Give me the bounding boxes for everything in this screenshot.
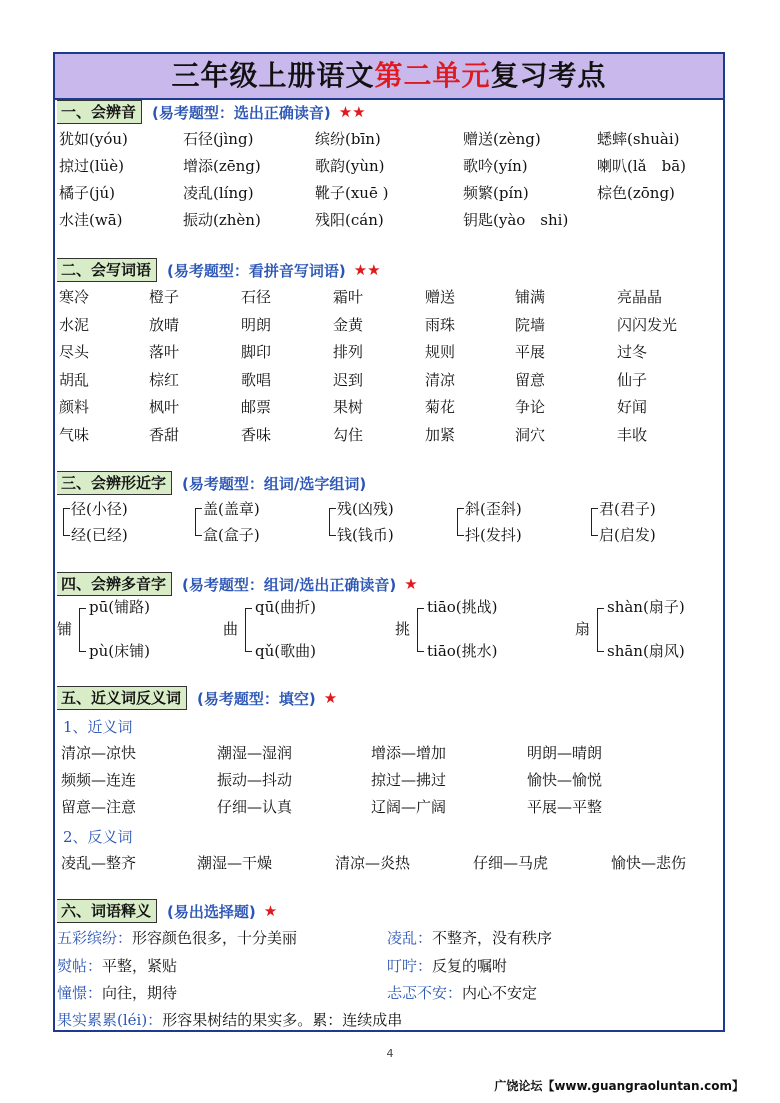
antonym-pair: 凌乱—整齐 [61, 854, 137, 872]
definition-row [57, 982, 723, 1008]
section-6-header [57, 899, 277, 923]
polyphonic-char: 曲 [223, 620, 239, 638]
section-note: (易出选择题) [167, 902, 256, 921]
vocabulary-word: 寒冷 [59, 288, 90, 306]
definition-item [387, 982, 537, 1003]
similar-char-word: 残(凶残) [337, 500, 394, 518]
polyphonic-reading: tiāo(挑水) [427, 642, 498, 660]
vocabulary-word: 明朗 [241, 315, 272, 334]
polyphonic-group [223, 596, 373, 662]
definition-item [387, 927, 552, 948]
vocabulary-row [57, 314, 723, 340]
polyphonic-reading: pù(床铺) [89, 642, 150, 660]
brace-mark [79, 608, 86, 652]
similar-char-word: 斜(歪斜) [465, 500, 522, 518]
pronunciation-item: 棕色(zōng) [597, 184, 675, 202]
synonym-row [57, 796, 723, 822]
pronunciation-item: 蟋蟀(shuài) [597, 130, 680, 148]
antonym-pair: 清凉—炎热 [335, 854, 411, 872]
brace-mark [63, 508, 70, 536]
antonym-pair: 潮湿—干燥 [197, 854, 273, 872]
vocabulary-word: 排列 [333, 343, 364, 361]
vocabulary-row [57, 396, 723, 422]
definition-row [57, 955, 723, 981]
star-rating: ★ [404, 575, 418, 593]
pronunciation-item: 钥匙(yào shi) [463, 211, 569, 229]
pronunciation-item: 频繁(pín) [463, 184, 529, 202]
pronunciation-row [57, 182, 723, 208]
section-note: (易考题型：组词/选字组词) [182, 474, 367, 493]
synonym-pair: 潮湿—湿润 [217, 744, 293, 762]
vocabulary-word: 果树 [333, 398, 364, 416]
vocabulary-word: 尽头 [59, 343, 90, 361]
pronunciation-item: 歌吟(yín) [463, 157, 528, 175]
vocabulary-word: 气味 [59, 425, 90, 444]
vocabulary-word: 规则 [425, 343, 456, 361]
vocabulary-word: 留意 [515, 370, 546, 389]
similar-char-word: 盒(盒子) [203, 526, 260, 544]
definition-item [57, 927, 297, 948]
similar-char-word: 盖(盖章) [203, 500, 260, 518]
synonym-pair: 辽阔—广阔 [371, 798, 447, 816]
brace-mark [597, 608, 604, 652]
vocabulary-word: 丰收 [617, 425, 648, 444]
antonym-subheading: 2、反义词 [63, 828, 133, 846]
synonym-row [57, 769, 723, 795]
polyphonic-reading: shān(扇风) [607, 642, 685, 660]
definition-term: 凌乱： [387, 929, 433, 947]
brace-mark [457, 508, 464, 536]
star-rating: ★ [323, 689, 338, 707]
vocabulary-word: 霜叶 [333, 288, 364, 306]
antonym-pair: 愉快—悲伤 [611, 854, 687, 872]
polyphonic-char: 铺 [57, 620, 73, 638]
definition-text: 反复的嘱咐 [432, 956, 508, 975]
section-label: 五、近义词反义词 [57, 686, 187, 710]
synonym-pair: 频频—连连 [61, 771, 137, 789]
vocabulary-word: 争论 [515, 398, 546, 416]
vocabulary-word: 洞穴 [515, 425, 546, 444]
vocabulary-word: 雨珠 [425, 315, 456, 334]
vocabulary-word: 赠送 [425, 288, 456, 306]
similar-char-group [587, 498, 717, 548]
brace-mark [591, 508, 598, 536]
similar-char-group [59, 498, 189, 548]
section-note: (易考题型：选出正确读音) [152, 103, 331, 122]
similar-char-word: 经(已经) [71, 526, 128, 544]
definition-term: 叮咛： [387, 956, 433, 975]
vocabulary-word: 金黄 [333, 315, 364, 334]
pronunciation-item: 橘子(jú) [59, 184, 116, 202]
pronunciation-item: 增添(zēng) [183, 157, 261, 175]
synonym-pair: 留意—注意 [61, 798, 137, 816]
pronunciation-item: 歌韵(yùn) [315, 157, 385, 175]
section-label: 一、会辨音 [57, 100, 142, 124]
brace-mark [417, 608, 424, 652]
brace-mark [245, 608, 252, 652]
similar-char-group [191, 498, 321, 548]
definition-term: 熨帖： [57, 956, 103, 975]
definition-term: 忐忑不安： [387, 984, 463, 1002]
polyphonic-char: 扇 [575, 620, 591, 638]
vocabulary-word: 亮晶晶 [617, 288, 663, 306]
footer-site: 广饶论坛【www.guangraoluntan.com】 [494, 1079, 744, 1093]
pronunciation-item: 赠送(zèng) [463, 130, 541, 148]
definition-text: 不整齐，没有秩序 [432, 929, 553, 947]
similar-char-word: 君(君子) [599, 500, 656, 518]
section-note: (易考题型：看拼音写词语) [167, 261, 346, 280]
section-label: 三、会辨形近字 [57, 471, 172, 495]
pronunciation-item: 掠过(lüè) [59, 157, 125, 175]
definition-item [57, 955, 177, 976]
similar-char-group [325, 498, 455, 548]
pronunciation-item: 喇叭(lǎ bā) [597, 157, 686, 175]
synonym-pair: 振动—抖动 [217, 771, 293, 789]
polyphonic-group [57, 596, 207, 662]
vocabulary-word: 仙子 [617, 370, 648, 389]
section-5-header [57, 686, 337, 710]
polyphonic-group [395, 596, 545, 662]
vocabulary-word: 石径 [241, 288, 272, 306]
vocabulary-word: 清凉 [425, 370, 456, 389]
antonym-row [57, 852, 723, 878]
vocabulary-word: 水泥 [59, 315, 90, 334]
definition-text: 形容果树结的果实多。累：连续成串 [162, 1011, 403, 1029]
polyphonic-reading: pū(铺路) [89, 598, 150, 616]
vocabulary-word: 勾住 [333, 425, 364, 444]
review-sheet [53, 52, 725, 1032]
vocabulary-word: 枫叶 [149, 398, 180, 416]
polyphonic-reading: qū(曲折) [255, 598, 316, 616]
section-label: 六、词语释义 [57, 899, 157, 923]
synonym-row [57, 742, 723, 768]
vocabulary-word: 香甜 [149, 425, 180, 444]
vocabulary-word: 脚印 [241, 343, 272, 361]
page-number: 4 [386, 1047, 394, 1060]
pronunciation-item: 石径(jìng) [183, 130, 254, 148]
vocabulary-word: 橙子 [149, 288, 180, 306]
polyphonic-reading: tiāo(挑战) [427, 598, 498, 616]
synonym-pair: 掠过—拂过 [371, 771, 447, 789]
similar-char-word: 抖(发抖) [465, 526, 522, 544]
pronunciation-item: 靴子(xuē ) [315, 184, 389, 202]
synonym-subheading: 1、近义词 [63, 718, 133, 736]
pronunciation-item: 缤纷(bīn) [315, 130, 381, 148]
definition-item [57, 1009, 402, 1030]
section-2-header [57, 258, 381, 282]
vocabulary-row [57, 286, 723, 312]
definition-term: 憧憬： [57, 984, 103, 1002]
vocabulary-word: 放晴 [149, 315, 180, 334]
section-4-header [57, 572, 418, 596]
definition-item [387, 955, 507, 976]
vocabulary-word: 胡乱 [59, 370, 90, 389]
synonym-pair: 清凉—凉快 [61, 744, 137, 762]
pronunciation-item: 犹如(yóu) [59, 130, 128, 148]
brace-mark [329, 508, 336, 536]
synonym-pair: 平展—平整 [527, 798, 603, 816]
similar-char-word: 启(启发) [599, 526, 656, 544]
similar-char-word: 钱(钱币) [337, 526, 394, 544]
definition-term: 五彩缤纷： [57, 929, 133, 947]
synonym-pair: 仔细—认真 [217, 798, 293, 816]
pronunciation-row [57, 209, 723, 235]
vocabulary-row [57, 341, 723, 367]
pronunciation-item: 凌乱(líng) [183, 184, 254, 202]
section-label: 四、会辨多音字 [57, 572, 172, 596]
vocabulary-word: 院墙 [515, 315, 546, 334]
definition-text: 向往，期待 [102, 984, 178, 1002]
star-rating: ★★ [338, 103, 366, 121]
vocabulary-word: 香味 [241, 425, 272, 444]
vocabulary-word: 菊花 [425, 398, 456, 416]
polyphonic-reading: qǔ(歌曲) [255, 642, 316, 660]
vocabulary-word: 铺满 [515, 288, 546, 306]
vocabulary-word: 闪闪发光 [617, 315, 678, 334]
pronunciation-row [57, 155, 723, 181]
vocabulary-row [57, 424, 723, 450]
vocabulary-word: 过冬 [617, 343, 648, 361]
section-3-header [57, 471, 366, 495]
polyphonic-group [575, 596, 725, 662]
synonym-pair: 增添—增加 [371, 744, 447, 762]
polyphonic-reading: shàn(扇子) [607, 598, 685, 616]
section-note: (易考题型：组词/选出正确读音) [182, 575, 397, 594]
definition-row [57, 927, 723, 953]
vocabulary-word: 邮票 [241, 398, 272, 416]
page-title: 三年级上册语文第二单元复习考点 [55, 54, 723, 100]
vocabulary-word: 颜料 [59, 398, 90, 416]
polyphonic-char: 挑 [395, 620, 411, 638]
definition-term: 果实累累(léi)： [57, 1011, 163, 1029]
star-rating: ★ [263, 902, 278, 920]
vocabulary-word: 加紧 [425, 425, 456, 444]
similar-char-word: 径(小径) [71, 500, 128, 518]
antonym-pair: 仔细—马虎 [473, 854, 549, 872]
star-rating: ★★ [353, 261, 381, 279]
vocabulary-word: 棕红 [149, 370, 180, 389]
section-1-header [57, 100, 366, 124]
vocabulary-word: 落叶 [149, 343, 180, 361]
pronunciation-row [57, 128, 723, 154]
brace-mark [195, 508, 202, 536]
vocabulary-word: 平展 [515, 343, 546, 361]
definition-text: 平整，紧贴 [102, 956, 178, 975]
vocabulary-word: 歌唱 [241, 370, 272, 389]
vocabulary-word: 好闻 [617, 398, 648, 416]
similar-char-group [453, 498, 583, 548]
vocabulary-word: 迟到 [333, 370, 364, 389]
pronunciation-item: 水洼(wā) [59, 211, 123, 229]
section-label: 二、会写词语 [57, 258, 157, 282]
pronunciation-item: 振动(zhèn) [183, 211, 261, 229]
section-note: (易考题型：填空) [197, 689, 316, 708]
definition-text: 内心不安定 [462, 984, 538, 1002]
definition-row [57, 1009, 723, 1035]
synonym-pair: 愉快—愉悦 [527, 771, 603, 789]
synonym-pair: 明朗—晴朗 [527, 744, 603, 762]
vocabulary-row [57, 369, 723, 395]
definition-item [57, 982, 177, 1003]
pronunciation-item: 残阳(cán) [315, 211, 384, 229]
definition-text: 形容颜色很多，十分美丽 [132, 929, 298, 947]
